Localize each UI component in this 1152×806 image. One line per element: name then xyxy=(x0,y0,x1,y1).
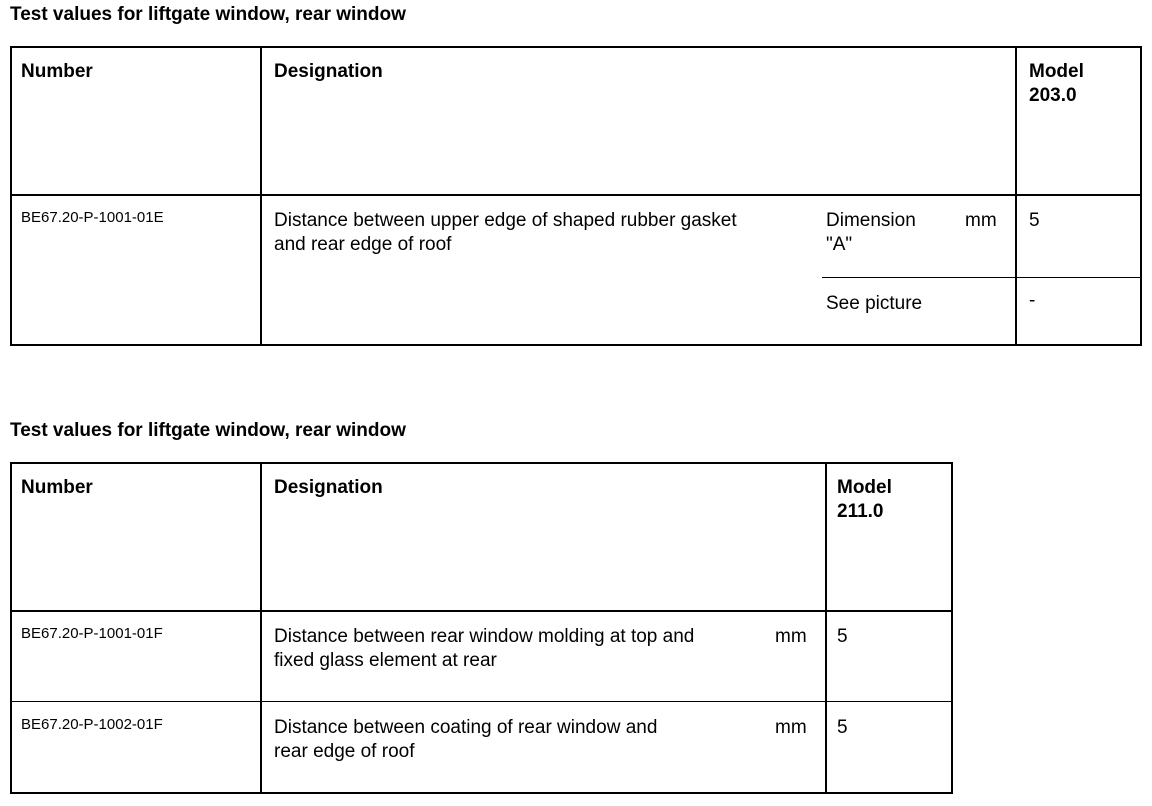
designation-line: Distance between upper edge of shaped rubber gasket xyxy=(274,210,737,231)
column-header-designation: Designation xyxy=(274,61,383,82)
dimension-label-line: Dimension xyxy=(826,210,916,231)
column-header-designation: Designation xyxy=(274,477,383,498)
model-value: 5 xyxy=(837,717,848,738)
table-2-divider xyxy=(825,462,827,794)
model-value: 5 xyxy=(1029,210,1040,231)
table-1-border xyxy=(10,46,1142,346)
row-designation xyxy=(274,625,694,673)
unit-label: mm xyxy=(775,717,807,738)
table-1-header-rule xyxy=(10,194,1142,196)
table-2-divider xyxy=(260,462,262,794)
column-header-number: Number xyxy=(21,477,93,498)
column-header-number: Number xyxy=(21,61,93,82)
table-1-divider xyxy=(260,46,262,346)
column-header-model xyxy=(837,476,892,524)
model-value: 5 xyxy=(837,626,848,647)
see-picture-label: See picture xyxy=(826,293,923,314)
table-2-title: Test values for liftgate window, rear window xyxy=(10,420,406,441)
dimension-label xyxy=(826,209,916,257)
dimension-label-line: "A" xyxy=(826,234,853,255)
designation-line: fixed glass element at rear xyxy=(274,650,497,671)
model-label: Model xyxy=(1029,61,1084,82)
designation-line: Distance between rear window molding at top and xyxy=(274,626,695,647)
row-designation xyxy=(274,209,737,257)
table-1-divider xyxy=(1015,46,1017,346)
model-label: Model xyxy=(837,477,892,498)
table-1-sub-rule xyxy=(822,277,1142,278)
column-header-model xyxy=(1029,60,1084,108)
model-number: 211.0 xyxy=(837,501,884,522)
row-number: BE67.20-P-1001-01F xyxy=(21,625,163,642)
designation-line: rear edge of roof xyxy=(274,741,415,762)
row-number: BE67.20-P-1002-01F xyxy=(21,716,163,733)
unit-label: mm xyxy=(965,210,997,231)
table-1-title: Test values for liftgate window, rear window xyxy=(10,4,406,25)
row-number: BE67.20-P-1001-01E xyxy=(21,209,164,226)
table-2-header-rule xyxy=(10,610,953,612)
unit-label: mm xyxy=(775,626,807,647)
model-value: - xyxy=(1029,290,1036,311)
designation-line: and rear edge of roof xyxy=(274,234,452,255)
designation-line: Distance between coating of rear window and xyxy=(274,717,658,738)
table-2-row-rule xyxy=(10,701,953,702)
row-designation xyxy=(274,716,657,764)
model-number: 203.0 xyxy=(1029,85,1077,106)
